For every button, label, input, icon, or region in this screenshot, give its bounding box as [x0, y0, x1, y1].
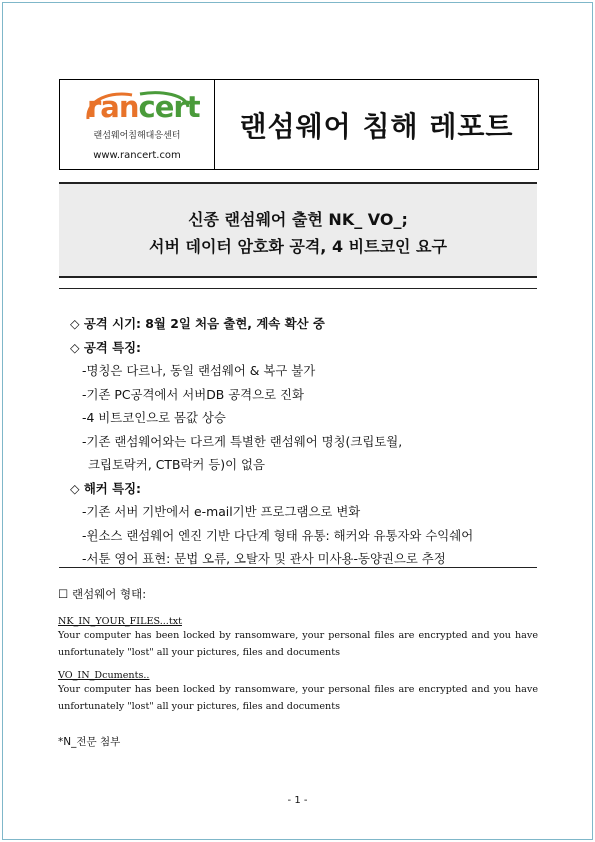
subject-line-1: 신종 랜섬웨어 출현 NK_ VO_;: [188, 210, 408, 229]
section-divider-top: [59, 288, 537, 289]
bullet-item-continuation: 크립토락커, CTB락커 등)이 없음: [88, 457, 265, 472]
logo-subtitle: 랜섬웨어침해대응센터: [93, 131, 181, 141]
rancert-logo: [60, 80, 215, 169]
bullet-attack-period: ◇ 공격 시기: 8월 2일 처음 출현, 계속 확산 중: [70, 316, 325, 331]
summary-bullets: [70, 312, 540, 571]
bullet-item: -서툰 영어 표현: 문법 오류, 오탈자 및 관사 미사용-동양권으로 추정: [82, 551, 446, 566]
report-header: [59, 79, 539, 170]
logo-wordmark-cert: cert: [138, 90, 200, 124]
bullet-item: -기존 서버 기반에서 e-mail기반 프로그램으로 변화: [82, 504, 361, 519]
logo-url: www.rancert.com: [93, 150, 181, 161]
logo-wordmark: [87, 90, 200, 124]
logo-wordmark-ran: ran: [87, 90, 139, 124]
bullet-item: -기존 랜섬웨어와는 다르게 특별한 랜섬웨어 명칭(크립토월,: [82, 433, 403, 449]
ransom-note-text: Your computer has been locked by ransomware, your personal files are encrypted and you have unfortunately "lost" all your pictures, files and documents: [58, 630, 538, 658]
forms-title: ☐ 랜섬웨어 형태:: [58, 587, 147, 601]
page-number: - 1 -: [287, 795, 308, 806]
bullet-attack-features: ◇ 공격 특징:: [70, 339, 141, 355]
subject-line-2: 서버 데이터 암호화 공격, 4 비트코인 요구: [149, 237, 447, 256]
bullet-item: -명칭은 다르나, 동일 랜섬웨어 & 복구 불가: [82, 363, 316, 378]
bullet-item: -4 비트코인으로 몸값 상승: [82, 410, 226, 425]
report-title: 랜섬웨어 침해 레포트: [239, 109, 514, 143]
ransomware-forms-section: [58, 586, 538, 715]
bullet-hacker-features: ◇ 해커 특징:: [70, 480, 141, 496]
ransom-note-filename: NK_IN_YOUR_FILES...txt: [58, 616, 182, 627]
ransom-note-filename: VO_IN_Dcuments..: [58, 670, 150, 681]
subject-box: [59, 182, 537, 278]
ransom-note-text: Your computer has been locked by ransomware, your personal files are encrypted and you have unfortunately "lost" all your pictures, files and documents: [58, 684, 538, 712]
bullet-item: -윈소스 랜섬웨어 엔진 기반 다단계 형태 유통: 해커와 유통자와 수익쉐어: [82, 527, 474, 543]
bullet-item: -기존 PC공격에서 서버DB 공격으로 진화: [82, 386, 304, 402]
section-divider-bottom: [59, 567, 537, 568]
attachment-note: *N_전문 첨부: [58, 736, 121, 748]
